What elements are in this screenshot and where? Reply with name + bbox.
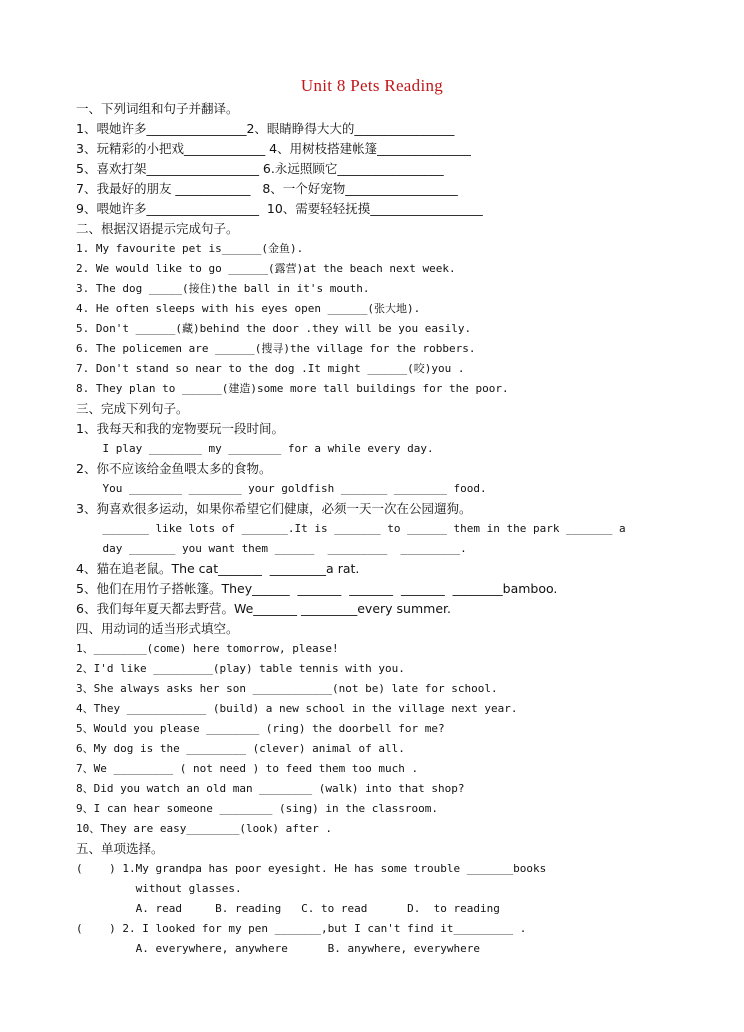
options-line: A. read B. reading C. to read D. to reading: [76, 902, 500, 915]
question-line: 1、________(come) here tomorrow, please!: [76, 642, 339, 655]
answer-line: I play ________ my ________ for a while every day.: [76, 442, 434, 455]
vocab-line: 3、玩精彩的小把戏_____________ 4、用树枝搭建帐篷_______________: [76, 141, 471, 156]
vocab-line: 1、喂她许多________________2、眼睛睁得大大的________________: [76, 121, 455, 136]
question-line: 4. He often sleeps with his eyes open ______(张大地).: [76, 302, 421, 315]
question-line: 5、他们在用竹子搭帐篷。They______ _______ _______ _______ ________bamboo.: [76, 581, 558, 596]
question-line: 3、狗喜欢很多运动，如果你希望它们健康，必须一天一次在公园遛狗。: [76, 501, 472, 516]
vocab-line: 9、喂她许多__________________ 10、需要轻轻抚摸__________________: [76, 201, 483, 216]
answer-line: day _______ you want them ______ _________ _________.: [76, 542, 467, 555]
question-line: 6. The policemen are ______(搜寻)the village for the robbers.: [76, 342, 476, 355]
question-line: ( ) 1.My grandpa has poor eyesight. He has some trouble _______books: [76, 862, 547, 875]
question-line: ( ) 2. I looked for my pen _______,but I can't find it_________ .: [76, 922, 527, 935]
question-line: 10、They are easy________(look) after .: [76, 822, 333, 835]
section-5-heading: 五、单项选择。: [76, 841, 164, 856]
question-line: 6、我们每年夏天都去野营。We_______ _________every summer.: [76, 601, 451, 616]
question-line: 7、We _________ ( not need ) to feed them too much .: [76, 762, 419, 775]
vocab-line: 7、我最好的朋友 ____________ 8、一个好宠物__________________: [76, 181, 458, 196]
question-line: 8. They plan to ______(建造)some more tall buildings for the poor.: [76, 382, 509, 395]
answer-line: You ________ ________ your goldfish _______ ________ food.: [76, 482, 487, 495]
question-line: 9、I can hear someone ________ (sing) in the classroom.: [76, 802, 438, 815]
section-3-heading: 三、完成下列句子。: [76, 401, 189, 416]
question-line: without glasses.: [76, 882, 242, 895]
question-line: 8、Did you watch an old man ________ (walk) into that shop?: [76, 782, 465, 795]
page-title: Unit 8 Pets Reading: [300, 76, 444, 95]
question-line: 6、My dog is the _________ (clever) animal of all.: [76, 742, 405, 755]
question-line: 2、你不应该给金鱼喂太多的食物。: [76, 461, 272, 476]
options-line: A. everywhere, anywhere B. anywhere, everywhere: [76, 942, 480, 955]
vocab-line: 5、喜欢打架__________________ 6.永远照顾它_________________: [76, 161, 444, 176]
question-line: 5. Don't ______(藏)behind the door .they will be you easily.: [76, 322, 472, 335]
question-line: 2. We would like to go ______(露营)at the beach next week.: [76, 262, 456, 275]
section-4-heading: 四、用动词的适当形式填空。: [76, 621, 239, 636]
question-line: 7. Don't stand so near to the dog .It might ______(咬)you .: [76, 362, 465, 375]
section-2-heading: 二、根据汉语提示完成句子。: [76, 221, 239, 236]
question-line: 3. The dog _____(接住)the ball in it's mouth.: [76, 282, 370, 295]
question-line: 5、Would you please ________ (ring) the doorbell for me?: [76, 722, 445, 735]
question-line: 2、I'd like _________(play) table tennis with you.: [76, 662, 405, 675]
section-1-heading: 一、下列词组和句子并翻译。: [76, 101, 239, 116]
question-line: 4、They ____________ (build) a new school in the village next year.: [76, 702, 518, 715]
question-line: 1. My favourite pet is______(金鱼).: [76, 242, 304, 255]
answer-line: _______ like lots of _______.It is _______ to ______ them in the park _______ a: [76, 522, 626, 535]
question-line: 4、猫在追老鼠。The cat_______ _________a rat.: [76, 561, 360, 576]
question-line: 3、She always asks her son ____________(not be) late for school.: [76, 682, 498, 695]
question-line: 1、我每天和我的宠物要玩一段时间。: [76, 421, 284, 436]
